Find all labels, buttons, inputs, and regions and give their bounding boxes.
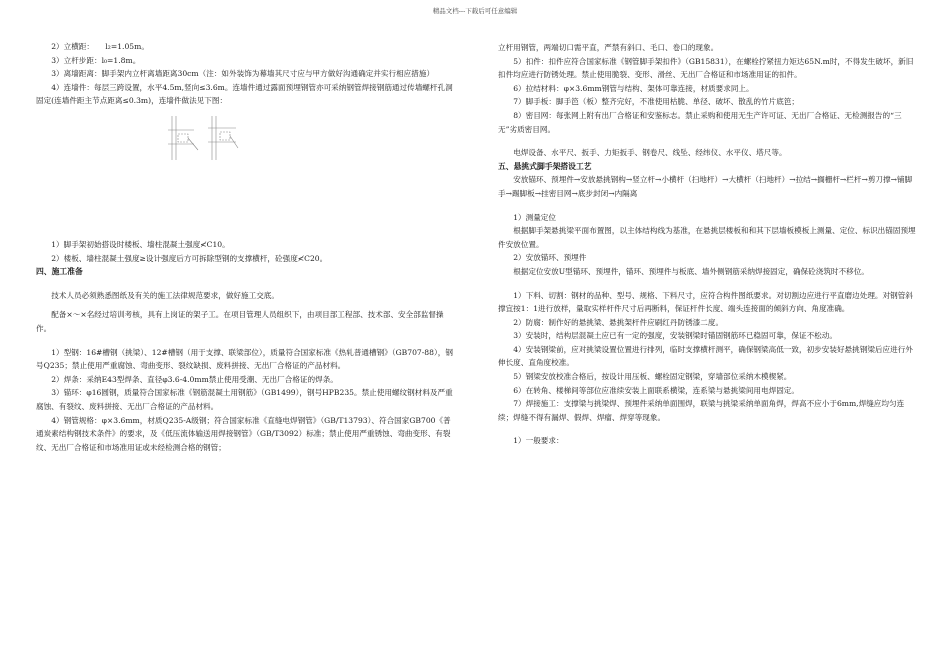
paragraph: 5）扣件：扣件应符合国家标准《钢管脚手架扣件》（GB15831），在螺栓拧紧扭力矩达65N.m时，不得发生破坏，新旧扣件均应进行防锈处理。禁止使用脆裂、变形、滑丝、无出厂合格证和市场准用证的扣件。	[498, 56, 914, 80]
paragraph: 根据脚手架悬挑梁平面布置图，以主体结构线为基准，在悬挑层楼板和和其下层墙板模板上测量、定位、标识出锚固预埋件安放位置。	[498, 226, 916, 249]
paragraph: 3）锚环：φ16圆钢，质量符合国家标准《钢筋混凝土用钢筋》（GB1499），钢号HPB235。禁止使用螺纹钢材料及严重腐蚀、有裂纹、废料拼接、无出厂合格证的产品材料。	[36, 388, 453, 411]
paragraph: 立杆用钢管，两端切口需平直，严禁有斜口、毛口、卷口的现象。	[498, 43, 719, 52]
paragraph: 2）楼板、墙柱混凝土强度≥设计强度后方可拆除型钢的支撑横杆，砼强度≮C20。	[51, 253, 328, 263]
paragraph: 1）测量定位	[513, 212, 556, 222]
section-heading: 四、施工准备	[36, 267, 83, 277]
paragraph: 配备×～×名经过培训考核，具有上岗证的架子工。在项目管理人员组织下，由项目部工程部、技术部、安全部监督操作。	[36, 310, 444, 333]
paragraph: 1）型钢：16#槽钢（挑梁）、12#槽钢（用于支撑、联梁部位），质量符合国家标准《热轧普通槽钢》（GB707-88），钢号Q235；禁止使用严重腐蚀、弯曲变形、裂纹缺损、废料拼接、无出厂合格证的产品材料。	[36, 347, 453, 371]
paragraph: 3）立杆步距：l₀=1.8m。	[51, 55, 141, 65]
paragraph: 技术人员必须熟悉图纸及有关的施工法律规范要求，做好施工交底。	[51, 290, 279, 300]
paragraph: 7）脚手板：脚手笆（板）整齐完好，不准使用枯脆、单径、破坏、散乱的竹片底笆；	[513, 97, 799, 107]
paragraph: 6）拉结材料：φ×3.6mm钢管与结构、架体可靠连接，材质要求同上。	[513, 83, 754, 93]
left-column	[36, 40, 454, 454]
paragraph: 1）脚手架初始搭设时楼板、墙柱混凝土强度≮C10。	[51, 239, 230, 249]
paragraph: 3）安装时，结构层混凝土应已有一定的强度，安装钢梁时锚固钢筋环已稳固可靠，保证不松动。	[513, 331, 837, 341]
paragraph: 2）立横距： l₂=1.05m。	[51, 42, 149, 51]
section-heading: 五、悬挑式脚手架搭设工艺	[498, 161, 592, 171]
paragraph: 8）密目网：每张网上附有出厂合格证和安鉴标志。禁止采购和使用无生产许可证、无出厂合格证、无检测报告的“三无”劣质密目网。	[498, 110, 902, 134]
right-column	[498, 17, 916, 448]
paragraph: 安放锚环、预埋件→安放悬挑钢构→竖立杆→小横杆（扫地杆）→大横杆（扫地杆）→拉结→搁栅杆→栏杆→剪刀撑→铺脚手→踢脚板→挂密目网→底步封闭→内隔离	[498, 175, 913, 198]
paragraph: 7）焊接施工：支撑梁与挑梁焊、预埋件采纳单面围焊，联梁与挑梁采纳单面角焊，焊高不应小于6mm,焊缝应均匀连续；焊缝不得有漏焊、假焊、焊瘤、焊穿等现象。	[498, 399, 905, 422]
paragraph: 1）下料、切割：钢材的品种、型号、规格、下料尺寸，应符合构件图纸要求。对切割边应进行平直磨边处理。对钢管斜撑宜按1：1进行放样，量取实样杆件尺寸后再断料，保证杆件长度、端头连接面的倾斜方向、角度准确。	[498, 290, 913, 314]
wall-tie-figure	[36, 108, 454, 238]
paragraph: 5）钢梁安放校准合格后，按设计用压板、螺栓固定钢梁，穿墙部位采纳木模楔紧。	[513, 372, 792, 382]
paragraph: 4）连墙件：每层三跨设置，水平4.5m,竖向≤3.6m。连墙件通过露面预埋钢管亦可采纳钢管焊接钢筋通过传墙螺杆孔洞固定(连墙件距主节点距离≤0.3m)，连墙件做法见下图：	[36, 82, 453, 106]
paragraph: 1）一般要求：	[513, 436, 564, 446]
paragraph: 2）防腐：制作好的悬挑梁、悬挑架杆件应刷红丹防锈漆二度。	[513, 317, 724, 327]
paragraph: 3）离墙距离：脚手架内立杆离墙距离30cm（注：如外装饰为幕墙其尺寸应与甲方做好沟通确定并实行相应措施）	[51, 69, 435, 79]
paragraph: 电焊设备、水平尺、扳手、力矩扳手、钢卷尺、线坠、经纬仪、水平仪、塔尺等。	[513, 148, 787, 158]
page-header: 精品文档---下载后可任意编辑	[432, 7, 518, 15]
paragraph: 根据定位安放U型锚环、预埋件，锚环、预埋件与板底、墙外侧钢筋采纳焊接固定，确保砼浇筑时不移位。	[513, 266, 869, 276]
paragraph: 4）安装钢梁前，应对挑梁设置位置进行排列，临时支撑横杆测平，确保钢梁高低一致，初步安装好悬挑钢梁后应进行外伸长度、直角度校准。	[498, 344, 913, 368]
paragraph: 2）焊条：采纳E43型焊条、直径φ3.6-4.0mm禁止使用受潮、无出厂合格证的焊条。	[51, 374, 338, 384]
paragraph: 2）安放锚环、预埋件	[513, 253, 587, 263]
wall-tie-diagram	[164, 110, 244, 170]
paragraph: 4）钢管规格：φ×3.6mm，材质Q235-A级钢；符合国家标准《直缝电焊钢管》（GB/T13793）、符合国家GB700《普通炭素结构钢技术条件》的要求，及《低压流体输送用焊接钢管》（GB/T3092）标准；禁止使用严重锈蚀、弯曲变形、有裂纹、无出厂合格证和市场准用证或未经检测合格的钢管；	[36, 415, 451, 452]
paragraph: 6）在转角、楼梯间等部位应准续安装上面联系横梁，连系梁与悬挑梁间用电焊固定。	[513, 385, 799, 395]
